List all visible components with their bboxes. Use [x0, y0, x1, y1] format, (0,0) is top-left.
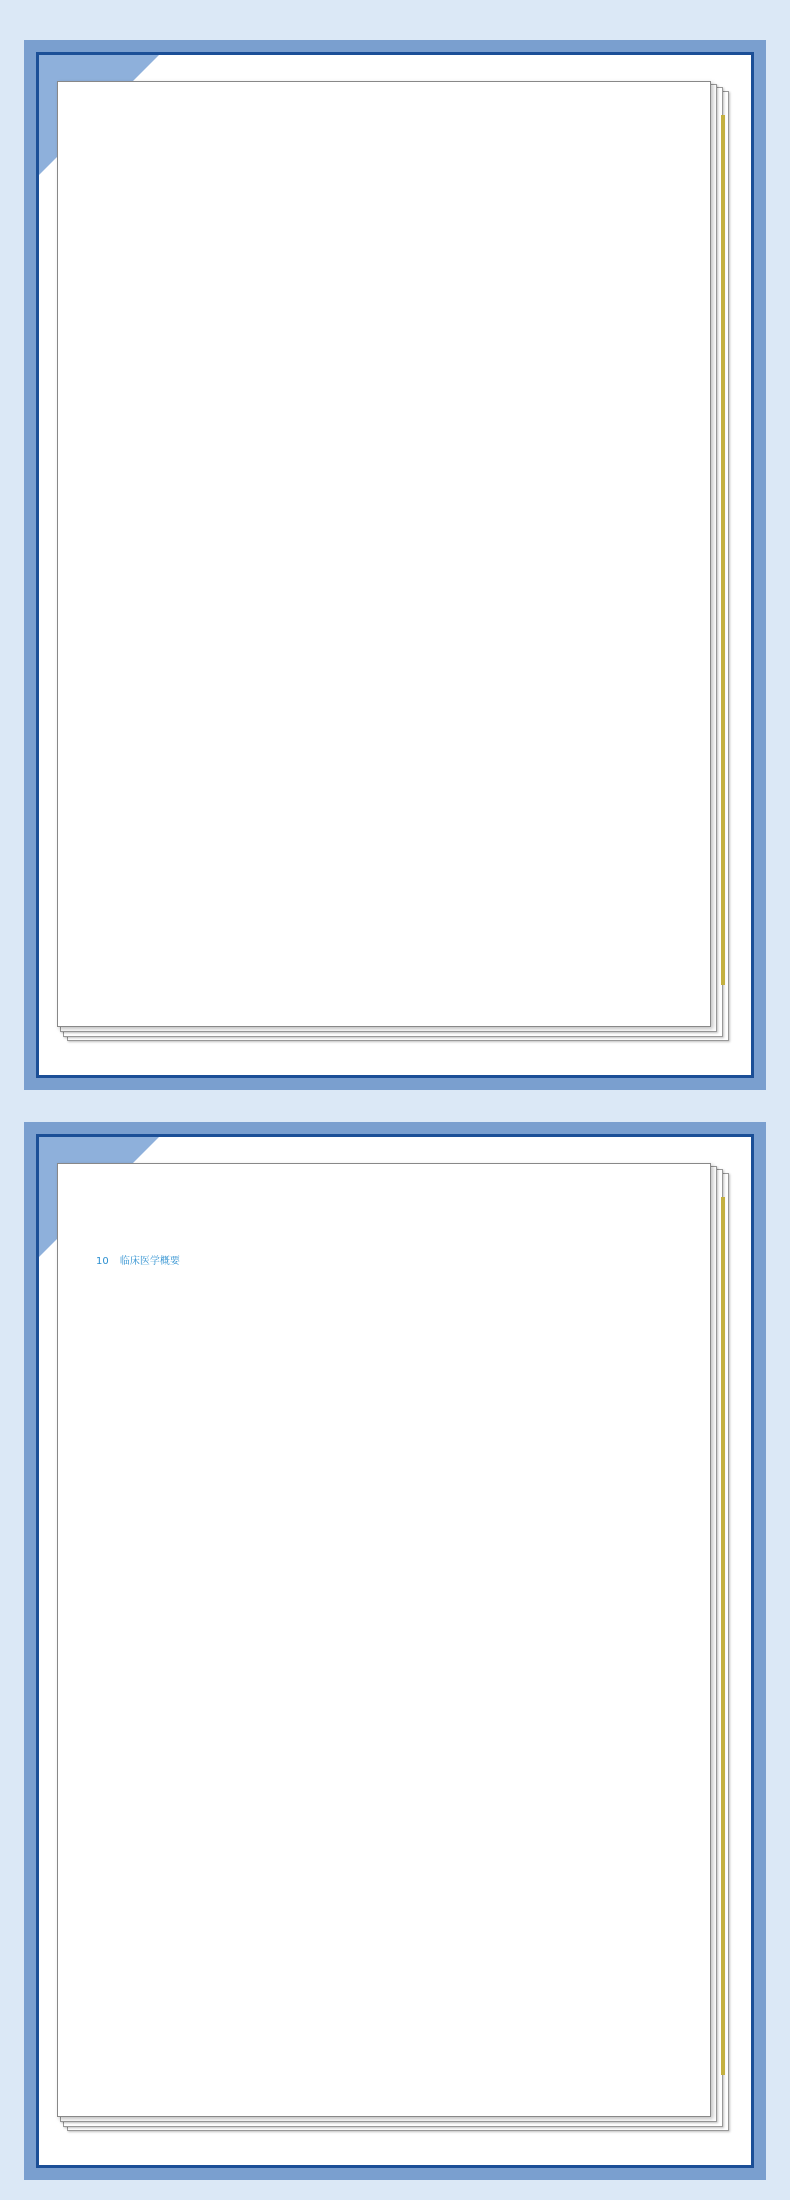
header-title: 临床医学概要 — [119, 1256, 180, 1267]
panel-frame — [36, 52, 754, 1078]
running-header — [96, 1252, 180, 1267]
panel-inner — [39, 1137, 751, 2165]
toc-page — [57, 1163, 711, 2117]
panel-inner — [39, 55, 751, 1075]
page-panel-10 — [24, 1122, 766, 2180]
page-edge-gold — [721, 1197, 725, 2075]
page-panel-9 — [24, 40, 766, 1090]
panel-frame — [36, 1134, 754, 2168]
toc-page — [57, 81, 711, 1027]
page-edge-gold — [721, 115, 725, 985]
header-page-number: 10 — [96, 1256, 109, 1267]
